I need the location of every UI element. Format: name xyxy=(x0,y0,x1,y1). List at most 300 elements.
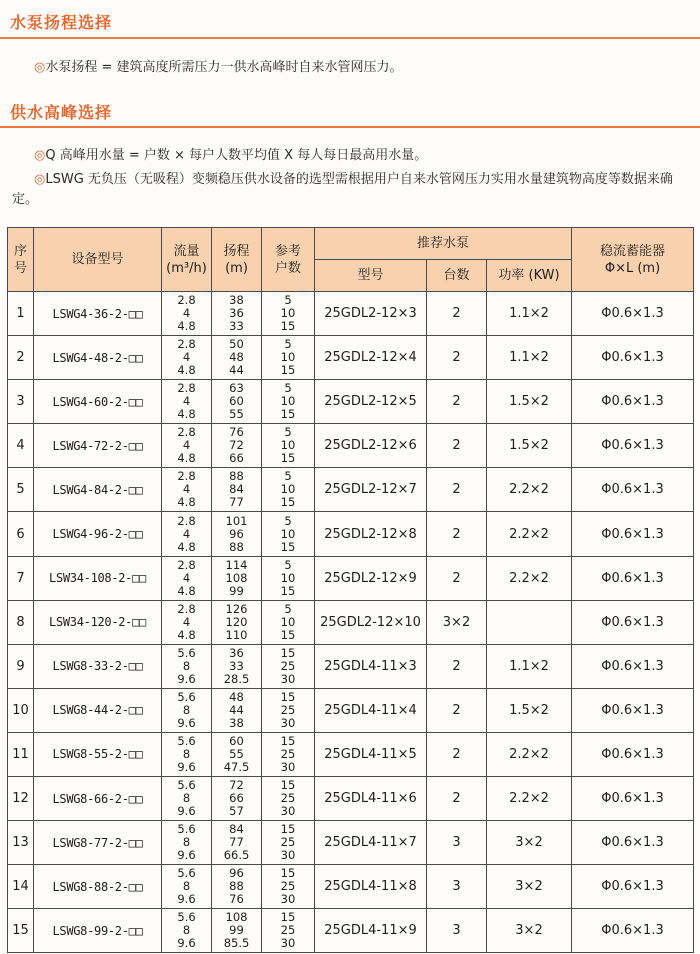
cell-head-value: 72 xyxy=(229,778,244,793)
cell-households-value: 15 xyxy=(280,319,296,334)
cell-households-value: 25 xyxy=(280,923,296,938)
cell-model: LSWG8-55-2-□□ xyxy=(34,732,162,776)
cell-head-value: 33 xyxy=(229,658,244,673)
cell-households-value: 15 xyxy=(280,645,296,660)
cell-model: LSWG8-66-2-□□ xyxy=(34,777,162,821)
table-row xyxy=(8,777,694,821)
cell-head-value: 101 xyxy=(225,513,248,528)
cell-flow-value: 2.8 xyxy=(177,557,196,572)
cell-pump-model: 25GDL4-11×7 xyxy=(315,821,427,865)
bullet-icon: ◎ xyxy=(34,172,46,187)
cell-households-value: 5 xyxy=(284,293,292,308)
cell-pump-model: 25GDL2-12×5 xyxy=(315,380,427,424)
cell-flow-value: 2.8 xyxy=(177,513,196,528)
cell-households-value: 25 xyxy=(280,791,296,806)
cell-flow xyxy=(162,556,212,600)
cell-flow xyxy=(162,909,212,953)
table-row xyxy=(8,865,694,909)
cell-flow xyxy=(162,688,212,732)
cell-households-value: 30 xyxy=(280,804,296,819)
cell-pump-power xyxy=(487,600,572,644)
cell-tank: Φ0.6×1.3 xyxy=(572,777,694,821)
cell-flow-value: 4 xyxy=(182,438,191,453)
cell-head-value: 55 xyxy=(229,407,244,422)
cell-households-value: 10 xyxy=(280,614,296,629)
cell-pump-power: 2.2×2 xyxy=(487,777,572,821)
cell-households-value: 5 xyxy=(284,337,292,352)
cell-households xyxy=(262,468,315,512)
cell-head xyxy=(212,336,262,380)
cell-pump-model: 25GDL4-11×4 xyxy=(315,688,427,732)
cell-model: LSWG8-33-2-□□ xyxy=(34,644,162,688)
cell-flow-value: 5.6 xyxy=(177,822,196,837)
cell-head xyxy=(212,688,262,732)
cell-households-value: 15 xyxy=(280,866,296,881)
cell-households-value: 15 xyxy=(280,583,296,598)
cell-households-value: 5 xyxy=(284,557,292,572)
cell-households-value: 5 xyxy=(284,469,292,484)
cell-flow-value: 2.8 xyxy=(177,425,196,440)
section-underline xyxy=(0,126,700,128)
cell-households-value: 10 xyxy=(280,526,296,541)
cell-pump-count: 3×2 xyxy=(427,600,487,644)
cell-seq: 11 xyxy=(8,732,34,776)
cell-head-value: 120 xyxy=(225,614,248,629)
cell-head-value: 96 xyxy=(229,526,244,541)
cell-pump-count: 3 xyxy=(427,821,487,865)
cell-flow-value: 4.8 xyxy=(177,319,196,334)
header-tank: 稳流蓄能器 Φ×L (m) xyxy=(572,228,694,292)
cell-tank: Φ0.6×1.3 xyxy=(572,512,694,556)
cell-model: LSWG8-88-2-□□ xyxy=(34,865,162,909)
section-title-pump-head: 水泵扬程选择 xyxy=(10,13,113,32)
cell-pump-count: 2 xyxy=(427,688,487,732)
cell-head-value: 33 xyxy=(229,319,244,334)
cell-head-value: 108 xyxy=(225,570,248,585)
header-seq: 序号 xyxy=(8,228,34,292)
cell-pump-count: 2 xyxy=(427,468,487,512)
table-row xyxy=(8,468,694,512)
cell-flow-value: 2.8 xyxy=(177,293,196,308)
cell-head-value: 44 xyxy=(229,363,244,378)
cell-model: LSW34-120-2-□□ xyxy=(34,600,162,644)
cell-model: LSWG4-60-2-□□ xyxy=(34,380,162,424)
cell-households xyxy=(262,556,315,600)
table-row xyxy=(8,688,694,732)
cell-flow xyxy=(162,380,212,424)
cell-tank: Φ0.6×1.3 xyxy=(572,600,694,644)
cell-flow-value: 4 xyxy=(182,482,191,497)
table-row xyxy=(8,556,694,600)
cell-head xyxy=(212,292,262,336)
cell-flow-value: 4.8 xyxy=(177,583,196,598)
cell-households xyxy=(262,512,315,556)
cell-pump-model: 25GDL4-11×3 xyxy=(315,644,427,688)
cell-flow-value: 9.6 xyxy=(177,936,196,951)
cell-pump-model: 25GDL2-12×8 xyxy=(315,512,427,556)
cell-head-value: 76 xyxy=(229,425,244,440)
cell-head xyxy=(212,732,262,776)
cell-flow xyxy=(162,644,212,688)
cell-flow-value: 2.8 xyxy=(177,601,196,616)
cell-households xyxy=(262,336,315,380)
cell-flow-value: 2.8 xyxy=(177,337,196,352)
cell-head-value: 44 xyxy=(229,702,244,717)
cell-flow-value: 4.8 xyxy=(177,539,196,554)
cell-households-value: 15 xyxy=(280,733,296,748)
header-pump-count: 台数 xyxy=(427,260,487,292)
header-model: 设备型号 xyxy=(34,228,162,292)
cell-flow-value: 9.6 xyxy=(177,759,196,774)
cell-tank: Φ0.6×1.3 xyxy=(572,909,694,953)
header-flow: 流量 (m³/h) xyxy=(162,228,212,292)
cell-households-value: 25 xyxy=(280,835,296,850)
cell-head xyxy=(212,380,262,424)
cell-pump-power: 2.2×2 xyxy=(487,732,572,776)
cell-flow-value: 2.8 xyxy=(177,381,196,396)
cell-households-value: 25 xyxy=(280,702,296,717)
cell-flow xyxy=(162,292,212,336)
cell-head-value: 88 xyxy=(229,879,244,894)
cell-head-value: 60 xyxy=(229,733,244,748)
cell-head-value: 96 xyxy=(229,866,244,881)
cell-pump-count: 2 xyxy=(427,292,487,336)
cell-head-value: 84 xyxy=(229,482,244,497)
cell-head-value: 114 xyxy=(225,557,248,572)
header-households: 参考 户数 xyxy=(262,228,315,292)
cell-model: LSWG4-48-2-□□ xyxy=(34,336,162,380)
cell-flow-value: 8 xyxy=(182,879,191,894)
cell-households xyxy=(262,644,315,688)
cell-pump-model: 25GDL2-12×3 xyxy=(315,292,427,336)
table-row xyxy=(8,380,694,424)
cell-flow-value: 4.8 xyxy=(177,363,196,378)
cell-pump-model: 25GDL2-12×10 xyxy=(315,600,427,644)
pump-head-note: ◎水泵扬程 = 建筑高度所需压力一供水高峰时自来水管网压力。 xyxy=(34,60,403,75)
cell-model: LSWG4-72-2-□□ xyxy=(34,424,162,468)
cell-pump-power: 2.2×2 xyxy=(487,556,572,600)
cell-model: LSWG8-77-2-□□ xyxy=(34,821,162,865)
cell-seq: 7 xyxy=(8,556,34,600)
cell-tank: Φ0.6×1.3 xyxy=(572,732,694,776)
cell-head-value: 88 xyxy=(229,539,244,554)
cell-households-value: 15 xyxy=(280,689,296,704)
cell-flow-value: 8 xyxy=(182,658,191,673)
cell-pump-count: 3 xyxy=(427,909,487,953)
cell-households-value: 10 xyxy=(280,394,296,409)
table-row xyxy=(8,336,694,380)
cell-households xyxy=(262,600,315,644)
cell-flow-value: 4 xyxy=(182,394,191,409)
cell-tank: Φ0.6×1.3 xyxy=(572,688,694,732)
cell-flow-value: 9.6 xyxy=(177,892,196,907)
cell-head xyxy=(212,777,262,821)
cell-households xyxy=(262,777,315,821)
cell-flow xyxy=(162,336,212,380)
cell-households-value: 10 xyxy=(280,350,296,365)
cell-households-value: 15 xyxy=(280,822,296,837)
cell-households-value: 30 xyxy=(280,671,296,686)
cell-tank: Φ0.6×1.3 xyxy=(572,821,694,865)
cell-model: LSW34-108-2-□□ xyxy=(34,556,162,600)
cell-flow-value: 5.6 xyxy=(177,866,196,881)
cell-households-value: 15 xyxy=(280,451,296,466)
cell-households xyxy=(262,865,315,909)
cell-households-value: 30 xyxy=(280,936,296,951)
cell-seq: 8 xyxy=(8,600,34,644)
cell-pump-model: 25GDL4-11×8 xyxy=(315,865,427,909)
cell-flow-value: 8 xyxy=(182,835,191,850)
header-head: 扬程 (m) xyxy=(212,228,262,292)
cell-pump-count: 3 xyxy=(427,865,487,909)
cell-head-value: 126 xyxy=(225,601,248,616)
cell-head xyxy=(212,644,262,688)
cell-households-value: 10 xyxy=(280,438,296,453)
cell-flow xyxy=(162,777,212,821)
cell-head-value: 110 xyxy=(225,627,248,642)
cell-flow-value: 4 xyxy=(182,350,191,365)
cell-pump-model: 25GDL4-11×9 xyxy=(315,909,427,953)
cell-households-value: 5 xyxy=(284,425,292,440)
cell-pump-power: 2.2×2 xyxy=(487,512,572,556)
cell-flow-value: 8 xyxy=(182,923,191,938)
cell-head-value: 48 xyxy=(229,350,244,365)
cell-flow-value: 8 xyxy=(182,746,191,761)
cell-pump-power: 1.5×2 xyxy=(487,688,572,732)
cell-flow xyxy=(162,821,212,865)
cell-households-value: 25 xyxy=(280,879,296,894)
cell-head-value: 84 xyxy=(229,822,244,837)
table-row xyxy=(8,644,694,688)
cell-tank: Φ0.6×1.3 xyxy=(572,865,694,909)
cell-head-value: 47.5 xyxy=(223,759,250,774)
cell-flow-value: 4.8 xyxy=(177,407,196,422)
cell-head-value: 48 xyxy=(229,689,244,704)
cell-households-value: 15 xyxy=(280,778,296,793)
cell-seq: 4 xyxy=(8,424,34,468)
cell-flow-value: 4.8 xyxy=(177,451,196,466)
cell-pump-model: 25GDL4-11×6 xyxy=(315,777,427,821)
bullet-icon: ◎ xyxy=(34,60,46,75)
cell-head-value: 38 xyxy=(229,293,244,308)
cell-flow-value: 5.6 xyxy=(177,645,196,660)
cell-flow-value: 5.6 xyxy=(177,778,196,793)
section-title-peak-supply: 供水高峰选择 xyxy=(10,103,113,122)
header-pump-power: 功率 (KW) xyxy=(487,260,572,292)
cell-pump-count: 2 xyxy=(427,512,487,556)
cell-households-value: 30 xyxy=(280,848,296,863)
cell-pump-power: 1.5×2 xyxy=(487,380,572,424)
cell-seq: 14 xyxy=(8,865,34,909)
cell-flow-value: 9.6 xyxy=(177,804,196,819)
cell-head-value: 28.5 xyxy=(223,671,250,686)
cell-flow-value: 5.6 xyxy=(177,689,196,704)
cell-head xyxy=(212,512,262,556)
cell-head-value: 50 xyxy=(229,337,244,352)
cell-pump-model: 25GDL4-11×5 xyxy=(315,732,427,776)
cell-pump-model: 25GDL2-12×4 xyxy=(315,336,427,380)
cell-households-value: 15 xyxy=(280,627,296,642)
cell-head-value: 38 xyxy=(229,715,244,730)
cell-head xyxy=(212,821,262,865)
cell-model: LSWG8-44-2-□□ xyxy=(34,688,162,732)
cell-households-value: 5 xyxy=(284,601,292,616)
cell-head-value: 72 xyxy=(229,438,244,453)
cell-households xyxy=(262,909,315,953)
cell-flow xyxy=(162,512,212,556)
peak-flow-note: ◎Q 高峰用水量 = 户数 × 每户人数平均值 X 每人每日最高用水量。 xyxy=(34,148,428,163)
cell-model: LSWG4-96-2-□□ xyxy=(34,512,162,556)
cell-head xyxy=(212,909,262,953)
table-row xyxy=(8,821,694,865)
cell-households-value: 10 xyxy=(280,570,296,585)
table-row xyxy=(8,424,694,468)
cell-head xyxy=(212,600,262,644)
cell-flow-value: 9.6 xyxy=(177,848,196,863)
cell-flow-value: 5.6 xyxy=(177,910,196,925)
cell-pump-power: 2.2×2 xyxy=(487,468,572,512)
cell-pump-count: 2 xyxy=(427,380,487,424)
cell-flow xyxy=(162,732,212,776)
section-underline xyxy=(0,37,700,39)
table-row xyxy=(8,732,694,776)
cell-pump-power: 3×2 xyxy=(487,909,572,953)
cell-seq: 1 xyxy=(8,292,34,336)
cell-flow-value: 2.8 xyxy=(177,469,196,484)
cell-seq: 12 xyxy=(8,777,34,821)
cell-head-value: 76 xyxy=(229,892,244,907)
table-row xyxy=(8,512,694,556)
cell-head-value: 99 xyxy=(229,583,244,598)
cell-flow-value: 4 xyxy=(182,570,191,585)
cell-seq: 13 xyxy=(8,821,34,865)
cell-head-value: 108 xyxy=(225,910,248,925)
cell-households xyxy=(262,732,315,776)
cell-pump-count: 2 xyxy=(427,336,487,380)
cell-households-value: 5 xyxy=(284,381,292,396)
cell-pump-power: 1.1×2 xyxy=(487,336,572,380)
cell-head-value: 36 xyxy=(229,645,244,660)
cell-tank: Φ0.6×1.3 xyxy=(572,556,694,600)
cell-pump-power: 1.1×2 xyxy=(487,644,572,688)
cell-households xyxy=(262,424,315,468)
cell-pump-model: 25GDL2-12×6 xyxy=(315,424,427,468)
cell-flow-value: 4.8 xyxy=(177,627,196,642)
cell-pump-count: 2 xyxy=(427,644,487,688)
cell-head-value: 88 xyxy=(229,469,244,484)
cell-model: LSWG4-36-2-□□ xyxy=(34,292,162,336)
cell-head-value: 60 xyxy=(229,394,244,409)
cell-seq: 10 xyxy=(8,688,34,732)
cell-flow-value: 4 xyxy=(182,614,191,629)
cell-households xyxy=(262,292,315,336)
cell-head-value: 63 xyxy=(229,381,244,396)
cell-head-value: 66 xyxy=(229,451,244,466)
cell-head xyxy=(212,468,262,512)
equipment-spec-table xyxy=(7,227,694,953)
cell-seq: 5 xyxy=(8,468,34,512)
cell-households-value: 15 xyxy=(280,363,296,378)
cell-tank: Φ0.6×1.3 xyxy=(572,644,694,688)
header-recommended-pump: 推荐水泵 xyxy=(315,228,572,260)
cell-head xyxy=(212,424,262,468)
cell-flow xyxy=(162,468,212,512)
cell-flow-value: 9.6 xyxy=(177,715,196,730)
cell-pump-count: 2 xyxy=(427,777,487,821)
cell-flow-value: 4 xyxy=(182,526,191,541)
cell-pump-count: 2 xyxy=(427,732,487,776)
cell-seq: 3 xyxy=(8,380,34,424)
cell-seq: 6 xyxy=(8,512,34,556)
cell-head-value: 55 xyxy=(229,746,244,761)
cell-head-value: 66.5 xyxy=(223,848,250,863)
selection-note: ◎LSWG 无负压（无吸程）变频稳压供水设备的选型需根据用户自来水管网压力实用水量建筑物高度等数据来确定。 xyxy=(12,172,673,207)
cell-households-value: 30 xyxy=(280,892,296,907)
cell-head-value: 57 xyxy=(229,804,244,819)
cell-head xyxy=(212,865,262,909)
cell-pump-power: 1.5×2 xyxy=(487,424,572,468)
table-row xyxy=(8,292,694,336)
cell-pump-power: 3×2 xyxy=(487,865,572,909)
cell-pump-power: 3×2 xyxy=(487,821,572,865)
cell-model: LSWG8-99-2-□□ xyxy=(34,909,162,953)
cell-flow-value: 4 xyxy=(182,306,191,321)
cell-pump-power: 1.1×2 xyxy=(487,292,572,336)
cell-households xyxy=(262,380,315,424)
cell-households-value: 15 xyxy=(280,495,296,510)
cell-head-value: 99 xyxy=(229,923,244,938)
cell-head-value: 77 xyxy=(229,495,244,510)
cell-pump-model: 25GDL2-12×7 xyxy=(315,468,427,512)
cell-head-value: 36 xyxy=(229,306,244,321)
header-pump-model: 型号 xyxy=(315,260,427,292)
cell-flow-value: 9.6 xyxy=(177,671,196,686)
cell-tank: Φ0.6×1.3 xyxy=(572,468,694,512)
cell-households xyxy=(262,688,315,732)
cell-pump-model: 25GDL2-12×9 xyxy=(315,556,427,600)
cell-households-value: 10 xyxy=(280,482,296,497)
cell-households-value: 5 xyxy=(284,513,292,528)
cell-pump-count: 2 xyxy=(427,556,487,600)
cell-households-value: 30 xyxy=(280,759,296,774)
cell-households xyxy=(262,821,315,865)
cell-pump-count: 2 xyxy=(427,424,487,468)
cell-households-value: 15 xyxy=(280,910,296,925)
cell-flow-value: 5.6 xyxy=(177,733,196,748)
cell-head-value: 66 xyxy=(229,791,244,806)
cell-seq: 9 xyxy=(8,644,34,688)
cell-tank: Φ0.6×1.3 xyxy=(572,336,694,380)
cell-households-value: 15 xyxy=(280,539,296,554)
cell-tank: Φ0.6×1.3 xyxy=(572,380,694,424)
cell-households-value: 10 xyxy=(280,306,296,321)
cell-flow-value: 8 xyxy=(182,791,191,806)
cell-head-value: 77 xyxy=(229,835,244,850)
cell-seq: 2 xyxy=(8,336,34,380)
cell-head-value: 85.5 xyxy=(223,936,250,951)
cell-head xyxy=(212,556,262,600)
cell-flow-value: 4.8 xyxy=(177,495,196,510)
cell-households-value: 25 xyxy=(280,658,296,673)
cell-tank: Φ0.6×1.3 xyxy=(572,424,694,468)
cell-flow xyxy=(162,865,212,909)
cell-model: LSWG4-84-2-□□ xyxy=(34,468,162,512)
cell-households-value: 30 xyxy=(280,715,296,730)
cell-flow-value: 8 xyxy=(182,702,191,717)
cell-flow xyxy=(162,424,212,468)
cell-seq: 15 xyxy=(8,909,34,953)
cell-households-value: 25 xyxy=(280,746,296,761)
